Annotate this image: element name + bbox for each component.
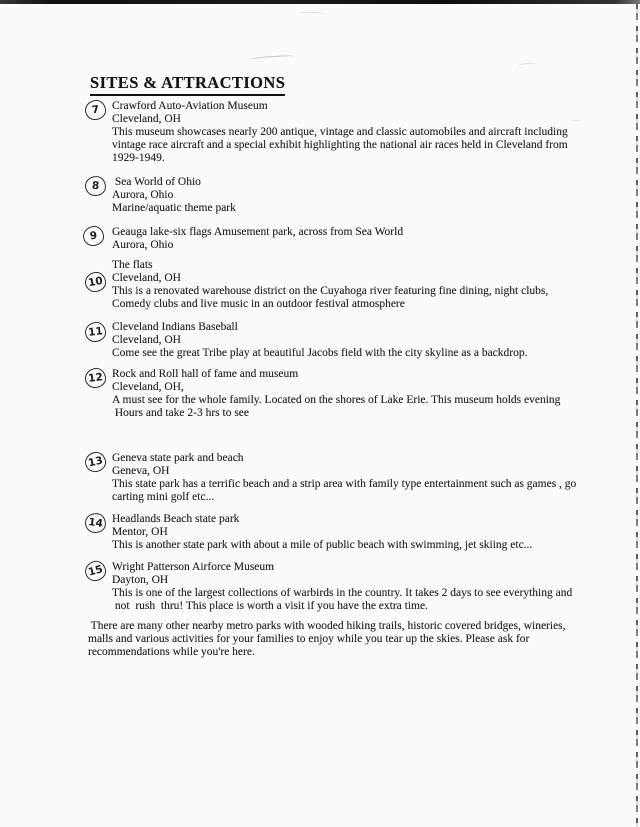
number-column xyxy=(84,321,112,360)
attraction-description-line: Hours and take 2-3 hrs to see xyxy=(112,407,250,419)
attraction-item-13 xyxy=(84,452,624,504)
attraction-description-line: Marine/aquatic theme park xyxy=(112,202,236,214)
attraction-item-11 xyxy=(84,321,624,360)
attraction-item-12 xyxy=(84,368,624,420)
attraction-description-line: A must see for the whole family. Located on the shores of Lake Erie. This museum holds evening xyxy=(112,394,561,406)
attraction-name: The flats xyxy=(112,259,153,271)
number-column xyxy=(84,176,112,215)
attraction-name: Geauga lake-six flags Amusement park, across from Sea World xyxy=(112,226,404,238)
attraction-description-line: This is one of the largest collections of warbirds in the country. It takes 2 days to see everything and xyxy=(112,587,573,599)
attraction-location: Cleveland, OH xyxy=(112,334,181,346)
page-title: SITES & ATTRACTIONS xyxy=(90,73,285,96)
attraction-text xyxy=(112,321,624,360)
attraction-description-line: carting mini golf etc... xyxy=(112,491,215,503)
attraction-location: Aurora, Ohio xyxy=(112,239,174,251)
attraction-item-8 xyxy=(84,176,624,215)
attraction-name: Sea World of Ohio xyxy=(112,176,201,188)
attraction-item-14 xyxy=(84,513,624,552)
attraction-item-10 xyxy=(84,259,624,311)
attraction-description-line: vintage race aircraft and a special exhibit highlighting the national air races held in Cleveland from xyxy=(112,139,568,151)
number-column xyxy=(84,452,112,504)
attraction-name: Headlands Beach state park xyxy=(112,513,240,525)
scan-right-edge-line xyxy=(636,4,638,827)
attraction-text xyxy=(112,272,624,311)
circled-number: 15 xyxy=(83,559,108,584)
number-column xyxy=(84,513,112,552)
number-column xyxy=(84,561,112,613)
circled-number: 7 xyxy=(84,99,107,121)
attraction-item-15 xyxy=(84,561,624,613)
attraction-name: Wright Patterson Airforce Museum xyxy=(112,561,275,573)
attraction-description-line: Come see the great Tribe play at beautiful Jacobs field with the city skyline as a backdrop. xyxy=(112,347,528,359)
attraction-name: Geneva state park and beach xyxy=(112,452,244,464)
attraction-name: Rock and Roll hall of fame and museum xyxy=(112,368,299,380)
attraction-location: Aurora, Ohio xyxy=(112,189,174,201)
attraction-location: Geneva, OH xyxy=(112,465,170,477)
circled-number: 12 xyxy=(84,367,107,389)
scan-smudge xyxy=(300,11,326,15)
closing-line: recommendations while you're here. xyxy=(88,646,255,658)
attraction-location: Cleveland, OH, xyxy=(112,381,184,393)
circled-number: 8 xyxy=(84,175,107,197)
attraction-text xyxy=(112,100,624,165)
number-column xyxy=(84,226,112,252)
attraction-location: Mentor, OH xyxy=(112,526,168,538)
attraction-description-line: This state park has a terrific beach and a strip area with family type entertainment such as games , go xyxy=(112,478,577,490)
attraction-text xyxy=(112,513,624,552)
scan-top-edge-band xyxy=(0,0,640,4)
closing-line: malls and various activities for your families to enjoy while you tear up the skies. Please ask for xyxy=(88,633,530,645)
attraction-description-line: This is another state park with about a mile of public beach with swimming, jet skiing etc... xyxy=(112,539,533,551)
attraction-description-line: This is a renovated warehouse district on the Cuyahoga river featuring fine dining, night clubs, xyxy=(112,285,549,297)
attraction-description-line: Comedy clubs and live music in an outdoor festival atmosphere xyxy=(112,298,405,310)
attraction-text xyxy=(112,561,624,613)
attraction-name: Cleveland Indians Baseball xyxy=(112,321,238,333)
attraction-description-line: 1929-1949. xyxy=(112,152,165,164)
number-column xyxy=(84,100,112,165)
closing-line: There are many other nearby metro parks with wooded hiking trails, historic covered bridges, wineries, xyxy=(88,620,566,632)
circled-number: 9 xyxy=(82,225,105,247)
attraction-location: Cleveland, OH xyxy=(112,113,181,125)
attraction-item-7 xyxy=(84,100,624,165)
attraction-text xyxy=(112,452,624,504)
scan-smudge xyxy=(518,62,536,67)
attraction-location: Dayton, OH xyxy=(112,574,169,586)
circled-number: 14 xyxy=(84,512,108,535)
scan-smudge xyxy=(250,54,294,61)
attraction-location: Cleveland, OH xyxy=(112,272,181,284)
attraction-text xyxy=(112,368,624,420)
attraction-name: Crawford Auto-Aviation Museum xyxy=(112,100,268,112)
number-column xyxy=(84,272,112,311)
closing-paragraph xyxy=(88,620,628,659)
circled-number: 10 xyxy=(83,270,107,293)
attraction-text xyxy=(112,176,624,215)
attraction-description-line: not rush thru! This place is worth a visit if you have the extra time. xyxy=(112,600,428,612)
circled-number: 11 xyxy=(84,321,107,343)
circled-number: 13 xyxy=(83,450,108,474)
number-column xyxy=(84,368,112,420)
attraction-item-9 xyxy=(84,226,624,252)
attraction-description-line: This museum showcases nearly 200 antique, vintage and classic automobiles and aircraft including xyxy=(112,126,568,138)
attraction-text xyxy=(112,226,624,252)
